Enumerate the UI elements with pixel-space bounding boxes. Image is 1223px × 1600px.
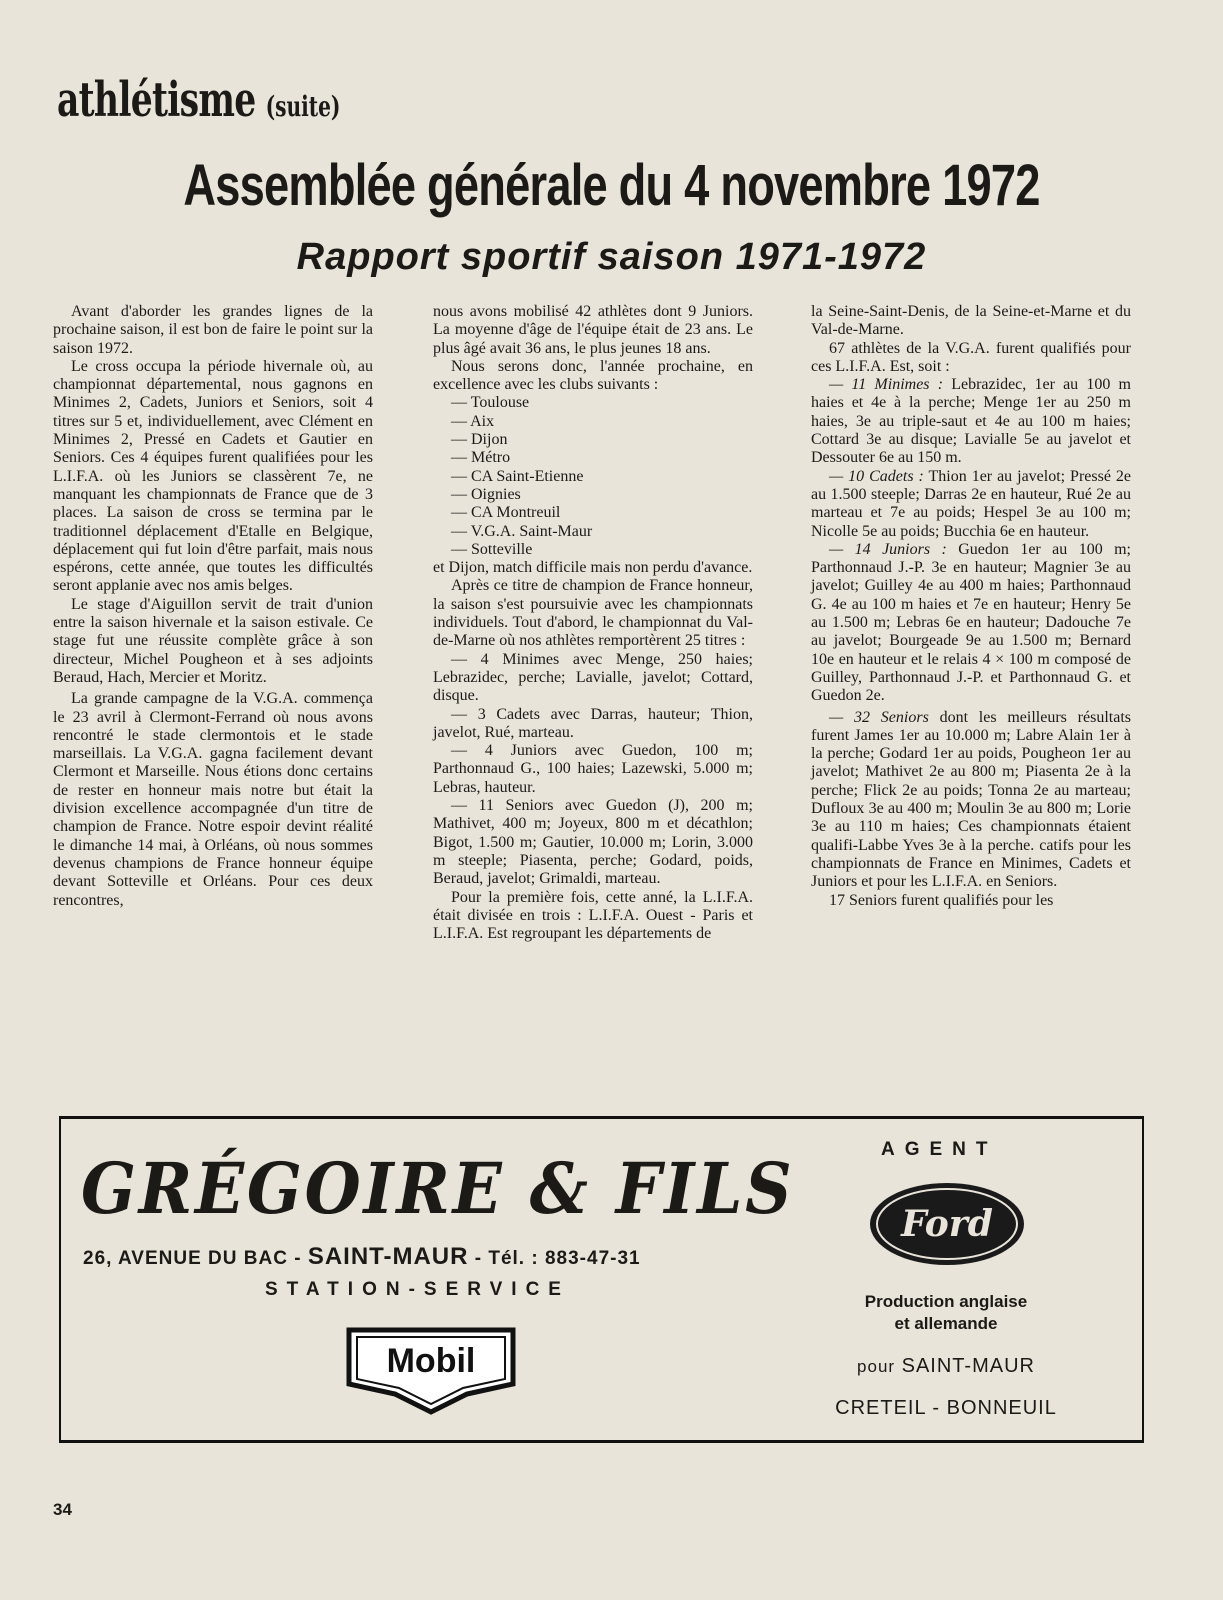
paragraph-text: Lebrazidec, 1er au 100 m haies et 4e à la perche; Menge 1er au 250 m haies, 3e au triple-saut et 4e au 100 m haies; Cottard 3e au disque; Lavialle 5e au javelot et Dessouter 6e au 150 m. bbox=[811, 376, 1131, 467]
production-text bbox=[821, 1291, 1071, 1335]
paragraph: Le stage d'Aiguillon servit de trait d'union entre la saison hivernale et la saison estivale. Ce stage fut une réussite complète grâce à son directeur, Michel Pougheon et à ses adjoints Beraud, Hach, Mercier et Moritz. bbox=[53, 595, 373, 686]
list-item: — CA Saint-Etienne bbox=[451, 467, 584, 485]
service-area bbox=[791, 1355, 1101, 1378]
paragraph: et Dijon, match difficile mais non perdu d'avance. bbox=[433, 559, 753, 577]
list-item: — Oignies bbox=[451, 485, 521, 503]
advertisement bbox=[59, 1116, 1144, 1443]
mobil-logo bbox=[341, 1324, 521, 1416]
service-city: SAINT-MAUR bbox=[901, 1355, 1035, 1377]
category-label: — 10 Cadets : bbox=[829, 467, 924, 485]
paragraph bbox=[811, 709, 1131, 892]
list-item: — CA Montreuil bbox=[451, 504, 561, 522]
list-item: — V.G.A. Saint-Maur bbox=[451, 522, 593, 540]
address-city: SAINT-MAUR bbox=[307, 1243, 469, 1270]
business-name: GRÉGOIRE & FILS bbox=[81, 1147, 795, 1230]
paragraph: Le cross occupa la période hivernale où, au championnat départemental, nous gagnons en Minimes 2, Cadets, Juniors et Seniors, soit 4 titres sur 5 et, individuellement, avec Clément en Minimes 2, Pressé en Cadets et Gautier en Seniors. Ces 4 équipes furent qualifiées pour les L.I.F.A. où les Juniors se classèrent 7e, ne manquant les championnats de France que de 3 places. La saison de cross se termina par le traditionnel déplacement d'Etalle en Belgique, déplacement qui fut loin d'être parfait, mais nous espérons, cette année, que toutes les difficultés seront applanie avec nos amis belges. bbox=[53, 357, 373, 595]
category-label: — 14 Juniors : bbox=[829, 540, 947, 558]
phone-number: - Tél. : 883-47-31 bbox=[474, 1248, 641, 1269]
agent-label: AGENT bbox=[881, 1139, 998, 1160]
category-label: — 32 Seniors bbox=[829, 708, 929, 726]
pour-label: pour bbox=[857, 1357, 896, 1376]
list-item: — Métro bbox=[451, 449, 511, 467]
paragraph: — 3 Cadets avec Darras, hauteur; Thion, javelot, Rué, marteau. bbox=[433, 705, 753, 741]
mobil-logo-text: Mobil bbox=[386, 1342, 476, 1380]
paragraph: La grande campagne de la V.G.A. commença le 23 avril à Clermont-Ferrand où nous avons rencontré le stade clermontois et le stade marseillais. La V.G.A. gagna facilement devant Clermont et Marseille. Nous étions donc certains de rester en honneur mais notre but était la division excellence accompagnée d'un titre de champion de France. Notre espoir devint réalité le dimanche 14 mai, à Orléans, où nous sommes devenus champions de France honneur équipe devant Sotteville et Orléans. Pour ces deux rencontres, bbox=[53, 690, 373, 909]
article-column-3 bbox=[811, 303, 1131, 910]
paragraph: Après ce titre de champion de France honneur, la saison s'est poursuivie avec les championnats individuels. Tout d'abord, le championnat du Val-de-Marne où nos athlètes remportèrent 25 titres : bbox=[433, 577, 753, 650]
paragraph bbox=[811, 541, 1131, 706]
article-column-1 bbox=[53, 303, 373, 910]
paragraph: — 4 Juniors avec Guedon, 100 m; Parthonnaud G., 100 haies; Lazewski, 5.000 m; Lebras, hauteur. bbox=[433, 742, 753, 796]
paragraph: la Seine-Saint-Denis, de la Seine-et-Marne et du Val-de-Marne. bbox=[811, 303, 1131, 339]
paragraph bbox=[811, 468, 1131, 541]
paragraph-text: Thion 1er au javelot; Pressé 2e au 1.500 steeple; Darras 2e en hauteur, Rué 2e au marteau et 7e au poids; Hespel 3e au 100 m; Nicolle 5e au poids; Bucchia 6e en hauteur. bbox=[811, 467, 1131, 540]
paragraph: nous avons mobilisé 42 athlètes dont 9 Juniors. La moyenne d'âge de l'équipe était de 23 ans. Le plus âgé avait 36 ans, le plus jeunes 18 ans. bbox=[433, 303, 753, 357]
street-address: 26, AVENUE DU BAC - bbox=[83, 1248, 302, 1269]
section-suffix: (suite) bbox=[265, 90, 341, 123]
paragraph: 67 athlètes de la V.G.A. furent qualifiés pour ces L.I.F.A. Est, soit : bbox=[811, 339, 1131, 375]
ford-logo bbox=[867, 1179, 1027, 1269]
article-column-2 bbox=[433, 303, 753, 943]
list-item: — Dijon bbox=[451, 431, 508, 449]
business-address bbox=[83, 1243, 641, 1271]
page-number: 34 bbox=[53, 1500, 72, 1519]
station-service-label: STATION-SERVICE bbox=[265, 1279, 570, 1300]
list-item: — Toulouse bbox=[451, 394, 530, 412]
category-label: — 11 Minimes : bbox=[829, 376, 944, 394]
paragraph-text: Guedon 1er au 100 m; Parthonnaud J.-P. 3e en hauteur; Magnier 3e au javelot; Guilley 4e au 400 m haies; Parthonnaud G. 4e au 100 m haies et 7e en hauteur; Henry 5e au 1.500 m; Lebras 6e en hauteur; Dadouche 7e au javelot; Bourgeade 9e au 1.500 m; Bernard 10e en hauteur et le relais 4 × 100 m composé de Guilley, Parthonnaud J.-P. et Parthonnaud G. et Guedon 2e. bbox=[811, 540, 1132, 705]
paragraph: Avant d'aborder les grandes lignes de la prochaine saison, il est bon de faire le point sur la saison 1972. bbox=[53, 303, 373, 357]
paragraph bbox=[811, 376, 1131, 467]
production-line: Production anglaise bbox=[864, 1292, 1028, 1311]
paragraph: — 11 Seniors avec Guedon (J), 200 m; Mathivet, 400 m; Joyeux, 800 m et décathlon; Bigot, 1.500 m; Gautier, 10.000 m; Lorin, 3.000 m steeple; Piasenta, perche; Godard, poids, Beraud, javelot; Grimaldi, marteau. bbox=[433, 797, 753, 888]
section-title: athlétisme bbox=[57, 72, 256, 128]
section-header bbox=[57, 72, 340, 128]
service-cities: CRETEIL - BONNEUIL bbox=[835, 1397, 1057, 1419]
paragraph: 17 Seniors furent qualifiés pour les bbox=[829, 891, 1054, 909]
paragraph: Nous serons donc, l'année prochaine, en excellence avec les clubs suivants : bbox=[433, 357, 753, 394]
subheadline: Rapport sportif saison 1971-1972 bbox=[296, 236, 927, 278]
headline: Assemblée générale du 4 novembre 1972 bbox=[183, 153, 1040, 218]
production-line: et allemande bbox=[894, 1314, 998, 1333]
list-item: — Sotteville bbox=[451, 540, 533, 558]
list-item: — Aix bbox=[451, 412, 495, 430]
paragraph: Pour la première fois, cette anné, la L.I.F.A. était divisée en trois : L.I.F.A. Ouest - Paris et L.I.F.A. Est regroupant les départements de bbox=[433, 888, 753, 943]
paragraph-text: dont les meilleurs résultats furent James 1er au 10.000 m; Labre Alain 1er à la perche; Godard 1er au poids, Pougheon 1er au javelot; Mathivet 2e au 800 m; Piasenta 2e à la perche; Flick 2e au poids; Tonna 2e au marteau; Dufloux 3e au 400 m; Moulin 3e au 800 m; Lorie 3e au 110 m haies; Ces championnats étaient qualifi-Labbe Yves 3e à la perche. catifs pour les championnats de France en Minimes, Cadets et Juniors et pour les L.I.F.A. en Seniors. bbox=[811, 708, 1131, 891]
ford-logo-text: Ford bbox=[901, 1203, 993, 1245]
paragraph: — 4 Minimes avec Menge, 250 haies; Lebrazidec, perche; Lavialle, javelot; Cottard, disque. bbox=[433, 650, 753, 705]
